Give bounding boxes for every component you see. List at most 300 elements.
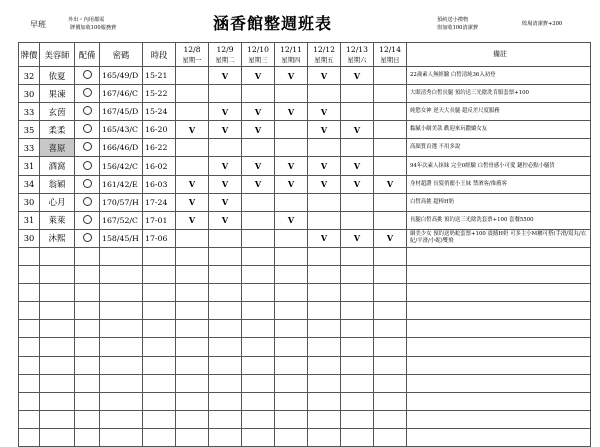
- table-row[interactable]: [19, 157, 591, 175]
- empty-cell: [176, 284, 209, 302]
- empty-cell: [275, 392, 308, 410]
- day-mark-cell: V: [308, 121, 341, 139]
- assign-cell: [75, 85, 100, 103]
- day-mark-cell: V: [275, 67, 308, 85]
- empty-cell: [275, 410, 308, 428]
- empty-cell: [19, 428, 40, 446]
- name-cell: 酒窩: [40, 157, 75, 175]
- empty-row: [19, 356, 591, 374]
- day-mark-cell: [176, 139, 209, 157]
- code-cell: 166/46/D: [100, 139, 143, 157]
- empty-cell: [143, 284, 176, 302]
- day-date: 12/12: [313, 44, 335, 54]
- empty-cell: [143, 410, 176, 428]
- empty-row: [19, 392, 591, 410]
- name-cell: 翁穎: [40, 175, 75, 193]
- day-mark-cell: V: [209, 121, 242, 139]
- day-mark-cell: [308, 211, 341, 229]
- code-cell: 170/57/H: [100, 193, 143, 211]
- code-cell: 167/45/D: [100, 103, 143, 121]
- day-mark-cell: [275, 229, 308, 247]
- empty-cell: [242, 428, 275, 446]
- empty-row: [19, 266, 591, 284]
- col-day-5: [308, 43, 341, 67]
- day-mark-cell: V: [209, 211, 242, 229]
- remark-cell: 大眼清秀白皙長腿 預約送三光陰洗肯服套票+100: [407, 85, 591, 103]
- empty-cell: [75, 374, 100, 392]
- day-mark-cell: [374, 121, 407, 139]
- right-note-line3: 敗場清潔費+300: [522, 21, 563, 27]
- assign-cell: [75, 157, 100, 175]
- segment-cell: 16-03: [143, 175, 176, 193]
- price-cell: 31: [19, 157, 40, 175]
- day-mark-cell: V: [275, 211, 308, 229]
- empty-cell: [100, 338, 143, 356]
- empty-cell: [40, 392, 75, 410]
- day-mark-cell: [209, 85, 242, 103]
- empty-row: [19, 284, 591, 302]
- col-day-3: [242, 43, 275, 67]
- day-mark-cell: V: [242, 103, 275, 121]
- day-mark-cell: V: [308, 175, 341, 193]
- circle-icon: [83, 124, 92, 133]
- circle-icon: [83, 161, 92, 170]
- empty-cell: [176, 302, 209, 320]
- empty-cell: [40, 320, 75, 338]
- day-weekday: 星期二: [215, 55, 235, 64]
- day-mark-cell: [341, 211, 374, 229]
- day-mark-cell: [242, 139, 275, 157]
- segment-cell: 17-01: [143, 211, 176, 229]
- day-mark-cell: [374, 85, 407, 103]
- empty-cell: [308, 410, 341, 428]
- table-row[interactable]: [19, 193, 591, 211]
- empty-cell: [407, 284, 591, 302]
- empty-cell: [100, 247, 143, 265]
- empty-cell: [374, 266, 407, 284]
- empty-cell: [308, 374, 341, 392]
- day-mark-cell: V: [242, 121, 275, 139]
- col-price: 牌價: [19, 43, 40, 67]
- price-cell: 34: [19, 175, 40, 193]
- day-mark-cell: [176, 229, 209, 247]
- empty-cell: [40, 356, 75, 374]
- circle-icon: [83, 179, 92, 188]
- empty-cell: [407, 302, 591, 320]
- name-cell: 玄茵: [40, 103, 75, 121]
- table-row[interactable]: [19, 175, 591, 193]
- day-mark-cell: [242, 193, 275, 211]
- empty-cell: [275, 338, 308, 356]
- empty-cell: [209, 428, 242, 446]
- col-day-6: [341, 43, 374, 67]
- empty-row: [19, 247, 591, 265]
- circle-icon: [83, 215, 92, 224]
- remark-cell: 純慾女神 逆天大長腿 超反差尺度服務: [407, 103, 591, 121]
- circle-icon: [83, 233, 92, 242]
- day-mark-cell: V: [341, 229, 374, 247]
- empty-cell: [19, 266, 40, 284]
- remark-cell: 白皙高挑 超棒H奶: [407, 193, 591, 211]
- empty-row: [19, 410, 591, 428]
- day-weekday: 星期日: [380, 55, 400, 64]
- price-cell: 30: [19, 229, 40, 247]
- day-mark-cell: [374, 139, 407, 157]
- empty-cell: [176, 410, 209, 428]
- price-cell: 30: [19, 193, 40, 211]
- empty-cell: [275, 428, 308, 446]
- empty-cell: [75, 392, 100, 410]
- empty-cell: [275, 247, 308, 265]
- day-weekday: 星期一: [182, 55, 202, 64]
- day-mark-cell: V: [341, 67, 374, 85]
- day-mark-cell: [341, 193, 374, 211]
- empty-cell: [308, 320, 341, 338]
- empty-cell: [75, 338, 100, 356]
- empty-cell: [308, 428, 341, 446]
- empty-cell: [209, 374, 242, 392]
- assign-cell: [75, 139, 100, 157]
- empty-row: [19, 320, 591, 338]
- page-title: 涵香館整週班表: [213, 14, 333, 33]
- empty-cell: [374, 410, 407, 428]
- empty-cell: [242, 392, 275, 410]
- day-mark-cell: [176, 67, 209, 85]
- empty-cell: [143, 356, 176, 374]
- empty-cell: [275, 374, 308, 392]
- empty-cell: [341, 338, 374, 356]
- empty-cell: [341, 410, 374, 428]
- day-mark-cell: [374, 211, 407, 229]
- empty-cell: [275, 266, 308, 284]
- code-cell: 167/46/C: [100, 85, 143, 103]
- empty-cell: [341, 247, 374, 265]
- empty-cell: [308, 338, 341, 356]
- assign-cell: [75, 211, 100, 229]
- empty-cell: [19, 356, 40, 374]
- day-mark-cell: [374, 157, 407, 175]
- empty-row: [19, 338, 591, 356]
- empty-cell: [374, 320, 407, 338]
- day-mark-cell: V: [176, 211, 209, 229]
- empty-cell: [143, 266, 176, 284]
- day-mark-cell: [341, 103, 374, 121]
- empty-cell: [19, 374, 40, 392]
- empty-cell: [407, 338, 591, 356]
- price-cell: 31: [19, 211, 40, 229]
- empty-cell: [176, 428, 209, 446]
- empty-cell: [19, 392, 40, 410]
- empty-cell: [40, 302, 75, 320]
- empty-cell: [308, 302, 341, 320]
- circle-icon: [83, 142, 92, 151]
- empty-cell: [100, 356, 143, 374]
- col-name: 美容師: [40, 43, 75, 67]
- day-mark-cell: V: [275, 175, 308, 193]
- day-mark-cell: [176, 157, 209, 175]
- empty-cell: [40, 410, 75, 428]
- empty-cell: [176, 374, 209, 392]
- empty-cell: [209, 338, 242, 356]
- day-mark-cell: V: [209, 67, 242, 85]
- empty-cell: [40, 247, 75, 265]
- col-assign: 配備: [75, 43, 100, 67]
- price-cell: 32: [19, 67, 40, 85]
- empty-cell: [209, 247, 242, 265]
- code-cell: 158/45/H: [100, 229, 143, 247]
- code-cell: 165/49/D: [100, 67, 143, 85]
- service-note-line1: 外出・內用都需: [68, 17, 105, 23]
- empty-cell: [407, 374, 591, 392]
- empty-cell: [19, 247, 40, 265]
- empty-row: [19, 374, 591, 392]
- empty-cell: [176, 320, 209, 338]
- empty-cell: [374, 247, 407, 265]
- day-mark-cell: [209, 229, 242, 247]
- empty-cell: [209, 302, 242, 320]
- empty-cell: [75, 247, 100, 265]
- day-mark-cell: [275, 121, 308, 139]
- day-mark-cell: [308, 85, 341, 103]
- empty-cell: [242, 302, 275, 320]
- empty-cell: [75, 266, 100, 284]
- col-day-1: [176, 43, 209, 67]
- day-date: 12/10: [247, 44, 269, 54]
- empty-cell: [19, 338, 40, 356]
- day-date: 12/13: [346, 44, 368, 54]
- service-note-line2: 牌價加收100服務費: [70, 25, 117, 31]
- empty-cell: [308, 247, 341, 265]
- empty-cell: [407, 320, 591, 338]
- col-day-2: [209, 43, 242, 67]
- day-mark-cell: V: [275, 103, 308, 121]
- remark-cell: 黏膩小網美款 歡迎來玩撒嬌女友: [407, 121, 591, 139]
- empty-cell: [100, 284, 143, 302]
- day-mark-cell: V: [275, 157, 308, 175]
- empty-cell: [100, 302, 143, 320]
- assign-cell: [75, 121, 100, 139]
- day-mark-cell: [176, 85, 209, 103]
- day-mark-cell: [374, 103, 407, 121]
- empty-row: [19, 428, 591, 446]
- empty-cell: [374, 356, 407, 374]
- empty-cell: [209, 320, 242, 338]
- empty-cell: [143, 302, 176, 320]
- segment-cell: 15-24: [143, 103, 176, 121]
- empty-cell: [308, 266, 341, 284]
- empty-cell: [374, 284, 407, 302]
- shift-label: 早班: [30, 20, 46, 29]
- day-mark-cell: [308, 193, 341, 211]
- empty-cell: [341, 374, 374, 392]
- segment-cell: 16-22: [143, 139, 176, 157]
- price-cell: 30: [19, 85, 40, 103]
- day-mark-cell: V: [308, 67, 341, 85]
- empty-cell: [19, 320, 40, 338]
- price-cell: 33: [19, 139, 40, 157]
- name-cell: 依夏: [40, 67, 75, 85]
- col-day-4: [275, 43, 308, 67]
- empty-cell: [100, 428, 143, 446]
- right-note-line2: 窗加收100清潔費: [437, 25, 479, 31]
- empty-cell: [275, 284, 308, 302]
- empty-cell: [143, 247, 176, 265]
- day-weekday: 星期三: [248, 55, 268, 64]
- empty-cell: [143, 428, 176, 446]
- segment-cell: 15-21: [143, 67, 176, 85]
- day-mark-cell: V: [209, 193, 242, 211]
- table-row[interactable]: [19, 103, 591, 121]
- empty-cell: [75, 356, 100, 374]
- day-mark-cell: [341, 139, 374, 157]
- empty-cell: [209, 266, 242, 284]
- empty-cell: [40, 338, 75, 356]
- empty-cell: [75, 428, 100, 446]
- empty-cell: [209, 356, 242, 374]
- table-row[interactable]: [19, 85, 591, 103]
- name-cell: 喜原: [40, 139, 75, 157]
- remark-cell: 高顏質首選 不用多說: [407, 139, 591, 157]
- empty-cell: [308, 392, 341, 410]
- day-mark-cell: [242, 85, 275, 103]
- name-cell: 沐熙: [40, 229, 75, 247]
- assign-cell: [75, 103, 100, 121]
- name-cell: 果凍: [40, 85, 75, 103]
- table-row[interactable]: [19, 139, 591, 157]
- empty-cell: [341, 392, 374, 410]
- day-mark-cell: V: [209, 175, 242, 193]
- table-row[interactable]: [19, 67, 591, 85]
- empty-cell: [209, 392, 242, 410]
- day-mark-cell: V: [242, 175, 275, 193]
- assign-cell: [75, 193, 100, 211]
- table-row[interactable]: [19, 121, 591, 139]
- day-date: 12/8: [183, 44, 201, 54]
- empty-cell: [209, 410, 242, 428]
- empty-cell: [275, 302, 308, 320]
- day-mark-cell: V: [374, 229, 407, 247]
- day-mark-cell: V: [341, 121, 374, 139]
- empty-cell: [341, 320, 374, 338]
- code-cell: 161/42/E: [100, 175, 143, 193]
- empty-cell: [75, 302, 100, 320]
- empty-cell: [242, 374, 275, 392]
- day-mark-cell: V: [341, 157, 374, 175]
- empty-cell: [40, 428, 75, 446]
- empty-cell: [143, 320, 176, 338]
- table-row[interactable]: [19, 211, 591, 229]
- segment-cell: 15-22: [143, 85, 176, 103]
- empty-cell: [374, 374, 407, 392]
- empty-cell: [242, 284, 275, 302]
- empty-cell: [242, 356, 275, 374]
- code-cell: 165/43/C: [100, 121, 143, 139]
- empty-cell: [75, 410, 100, 428]
- empty-cell: [75, 320, 100, 338]
- segment-cell: 16-20: [143, 121, 176, 139]
- assign-cell: [75, 175, 100, 193]
- assign-cell: [75, 229, 100, 247]
- day-mark-cell: V: [242, 67, 275, 85]
- circle-icon: [83, 197, 92, 206]
- empty-cell: [176, 356, 209, 374]
- day-mark-cell: V: [176, 121, 209, 139]
- day-mark-cell: [275, 139, 308, 157]
- code-cell: 167/52/C: [100, 211, 143, 229]
- empty-cell: [275, 356, 308, 374]
- schedule-table: [18, 42, 591, 447]
- empty-row: [19, 302, 591, 320]
- price-cell: 33: [19, 103, 40, 121]
- empty-cell: [176, 247, 209, 265]
- empty-cell: [19, 284, 40, 302]
- day-mark-cell: [374, 193, 407, 211]
- segment-cell: 17-24: [143, 193, 176, 211]
- day-mark-cell: [308, 139, 341, 157]
- empty-cell: [100, 392, 143, 410]
- day-mark-cell: V: [308, 103, 341, 121]
- empty-cell: [242, 338, 275, 356]
- empty-cell: [308, 356, 341, 374]
- day-mark-cell: [341, 85, 374, 103]
- empty-cell: [209, 284, 242, 302]
- assign-cell: [75, 67, 100, 85]
- empty-cell: [75, 284, 100, 302]
- empty-cell: [341, 428, 374, 446]
- day-mark-cell: V: [308, 229, 341, 247]
- empty-cell: [100, 266, 143, 284]
- empty-cell: [407, 247, 591, 265]
- empty-cell: [242, 247, 275, 265]
- day-mark-cell: V: [308, 157, 341, 175]
- empty-cell: [19, 302, 40, 320]
- empty-cell: [40, 374, 75, 392]
- code-cell: 156/42/C: [100, 157, 143, 175]
- circle-icon: [83, 88, 92, 97]
- day-mark-cell: V: [176, 193, 209, 211]
- empty-cell: [374, 392, 407, 410]
- empty-cell: [100, 410, 143, 428]
- empty-cell: [374, 338, 407, 356]
- empty-cell: [407, 428, 591, 446]
- right-note-line1: 預約送小禮物: [437, 17, 469, 23]
- empty-cell: [407, 356, 591, 374]
- col-code: 密碼: [100, 43, 143, 67]
- empty-cell: [176, 392, 209, 410]
- day-date: 12/9: [216, 44, 234, 54]
- name-cell: 萊萊: [40, 211, 75, 229]
- circle-icon: [83, 106, 92, 115]
- empty-cell: [407, 392, 591, 410]
- empty-cell: [143, 374, 176, 392]
- empty-cell: [176, 338, 209, 356]
- empty-cell: [341, 266, 374, 284]
- empty-cell: [374, 428, 407, 446]
- day-mark-cell: V: [209, 157, 242, 175]
- header-row: [19, 43, 591, 67]
- remark-cell: 身材超讚 長髮俏麗小王妹 禁酒客/推薦客: [407, 175, 591, 193]
- day-mark-cell: [374, 67, 407, 85]
- empty-cell: [341, 284, 374, 302]
- empty-cell: [40, 284, 75, 302]
- empty-cell: [407, 410, 591, 428]
- remark-cell: 22歲素人無經驗 白皙清純36入初登: [407, 67, 591, 85]
- day-weekday: 星期四: [281, 55, 301, 64]
- table-row[interactable]: [19, 229, 591, 247]
- empty-cell: [100, 320, 143, 338]
- price-cell: 35: [19, 121, 40, 139]
- day-mark-cell: [209, 139, 242, 157]
